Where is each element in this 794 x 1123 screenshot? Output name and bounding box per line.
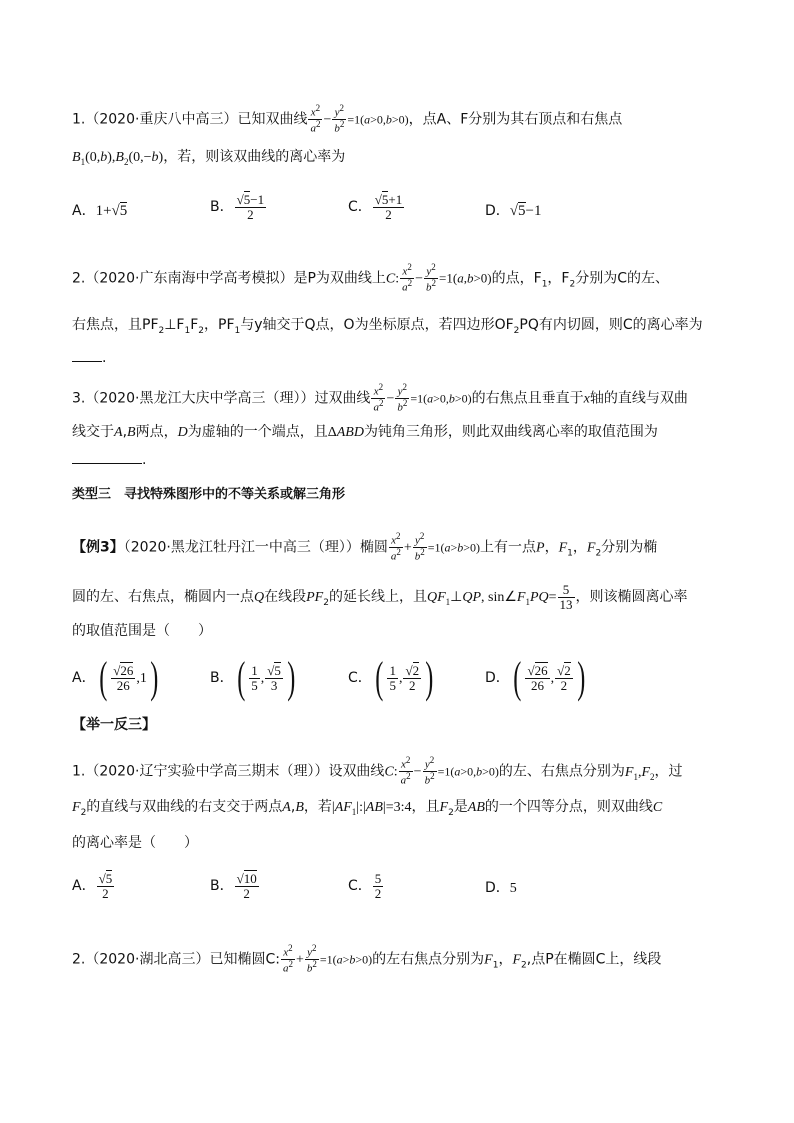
answer-blank [72,361,102,362]
example3-line2: 圆的左、右焦点，椭圆内一点Q在线段$PF_2$的延长线上，且$QF_1\perp QP$, $\sin\angle F_1PQ=$ $\frac{5}{13}$ ，则该椭圆离心率 [72,582,688,612]
p1-option-b: B． $\frac{√10}{2}$ [210,871,257,901]
example3-option-a: A．( $\frac{√26}{26}$ ,1) [72,653,159,702]
p2-line1: 2.（2020·湖北高三）已知椭圆C: $\frac{x^2}{a^2}$ + $\frac{y^2}{b^2}$ =1(a>b>0)的左右焦点分别为$F_1$，$F_2$,点P在椭圆C上，线段 [72,943,662,975]
q3-line2: 线交于A,B两点，D为虚轴的一个端点，且ΔABD为钝角三角形，则此双曲线离心率的取值范围为 [72,424,658,440]
formula: $\frac{x^2}{a^2}$ [310,103,321,135]
p1-number: 1. [72,763,86,780]
p1-option-c: C． $\frac{5}{2}$ [348,871,382,901]
q1-text: ，点A、F分别为其右顶点和右焦点 [408,111,623,128]
example3-label: 【例3】 [72,539,124,556]
q3-line1: 3.（2020·黑龙江大庆中学高三（理））过双曲线 $\frac{x^2}{a^2}$ − $\frac{y^2}{b^2}$ =1(a>0,b>0)的右焦点且垂直于x轴的直线与双曲 [72,382,688,414]
section-title: 类型三 寻找特殊图形中的不等关系或解三角形 [72,487,346,502]
q1-option-a: A．1+√5 [72,203,128,219]
q3-source: （2020·黑龙江大庆中学高三（理））过双曲线 [85,390,371,407]
p1-line1: 1.（2020·辽宁实验中学高三期末（理））设双曲线C: $\frac{x^2}{a^2}$ − $\frac{y^2}{b^2}$ =1(a>0,b>0)的左、右焦点分别为$F_1,F_2$，过 [72,755,683,787]
example3-source: （2020·黑龙江牡丹江一中高三（理））椭圆 [123,539,388,556]
example3-option-d: D．( $\frac{√26}{26}$ , $\frac{√2}{2}$ ) [485,653,586,702]
p1-line2: $F_2$的直线与双曲线的右支交于两点A,B，若$|AF_1|:|AB|=3:4$，且$F_2$是AB的一个四等分点，则双曲线C [72,799,663,818]
q2-line2: 右焦点，且$PF_2\perp F_1F_2$，$PF_1$与y轴交于Q点，O为坐标原点，若四边形$OF_2PQ$有内切圆，则C的离心率为 [72,317,703,336]
q3-line3: . [72,453,146,467]
q2-source: （2020·广东南海中学高考模拟）是P为双曲线上 [85,270,386,287]
p1-option-d: D．5 [485,880,517,896]
practice-label: 【举一反三】 [72,717,156,733]
p1-option-a: A． $\frac{√5}{2}$ [72,871,113,901]
q1-option-d: D．√5−1 [485,203,542,219]
example3-option-c: C．( $\frac{1}{5}$ , $\frac{√2}{2}$ ) [348,653,434,702]
example3-line1: 【例3】（2020·黑龙江牡丹江一中高三（理））椭圆 $\frac{x^2}{a^2}$ + $\frac{y^2}{b^2}$ =1(a>b>0)上有一点P，$F_1$，$F_2$分别为椭 [72,531,658,563]
p2-source: （2020·湖北高三）已知椭圆C: [85,951,280,968]
example3-line3: 的取值范围是（ ） [72,623,212,639]
q1-option-b: B． $\frac{√5-1}{2}$ [210,192,265,222]
q1-source: （2020·重庆八中高三）已知双曲线 [85,111,308,128]
q2-line3: . [72,351,106,365]
p2-number: 2. [72,951,86,968]
q1-option-c: C． $\frac{√5+1}{2}$ [348,192,403,222]
p1-source: （2020·辽宁实验中学高三期末（理））设双曲线 [85,763,385,780]
q2-number: 2. [72,270,86,287]
q2-line1: 2.（2020·广东南海中学高考模拟）是P为双曲线上C: $\frac{x^2}{a^2}$ − $\frac{y^2}{b^2}$ =1(a,b>0)的点，$F_1$，$F_2$分别为C的左、 [72,262,669,294]
q1-line1: 1.（2020·重庆八中高三）已知双曲线 $\frac{x^2}{a^2}$ − $\frac{y^2}{b^2}$ =1(a>0,b>0)，点A、F分别为其右顶点和右焦点 [72,103,623,135]
example3-option-b: B．( $\frac{1}{5}$ , $\frac{√5}{3}$ ) [210,653,296,702]
p1-line3: 的离心率是（ ） [72,835,198,851]
q1-number: 1. [72,111,86,128]
q1-line2: $B_1(0,b),B_2(0,-b)$，若，则该双曲线的离心率为 [72,149,346,167]
answer-blank [72,463,142,464]
q3-number: 3. [72,390,86,407]
q1-text2: ，若，则该双曲线的离心率为 [163,149,346,165]
formula: $\frac{y^2}{b^2}$ [334,103,345,135]
